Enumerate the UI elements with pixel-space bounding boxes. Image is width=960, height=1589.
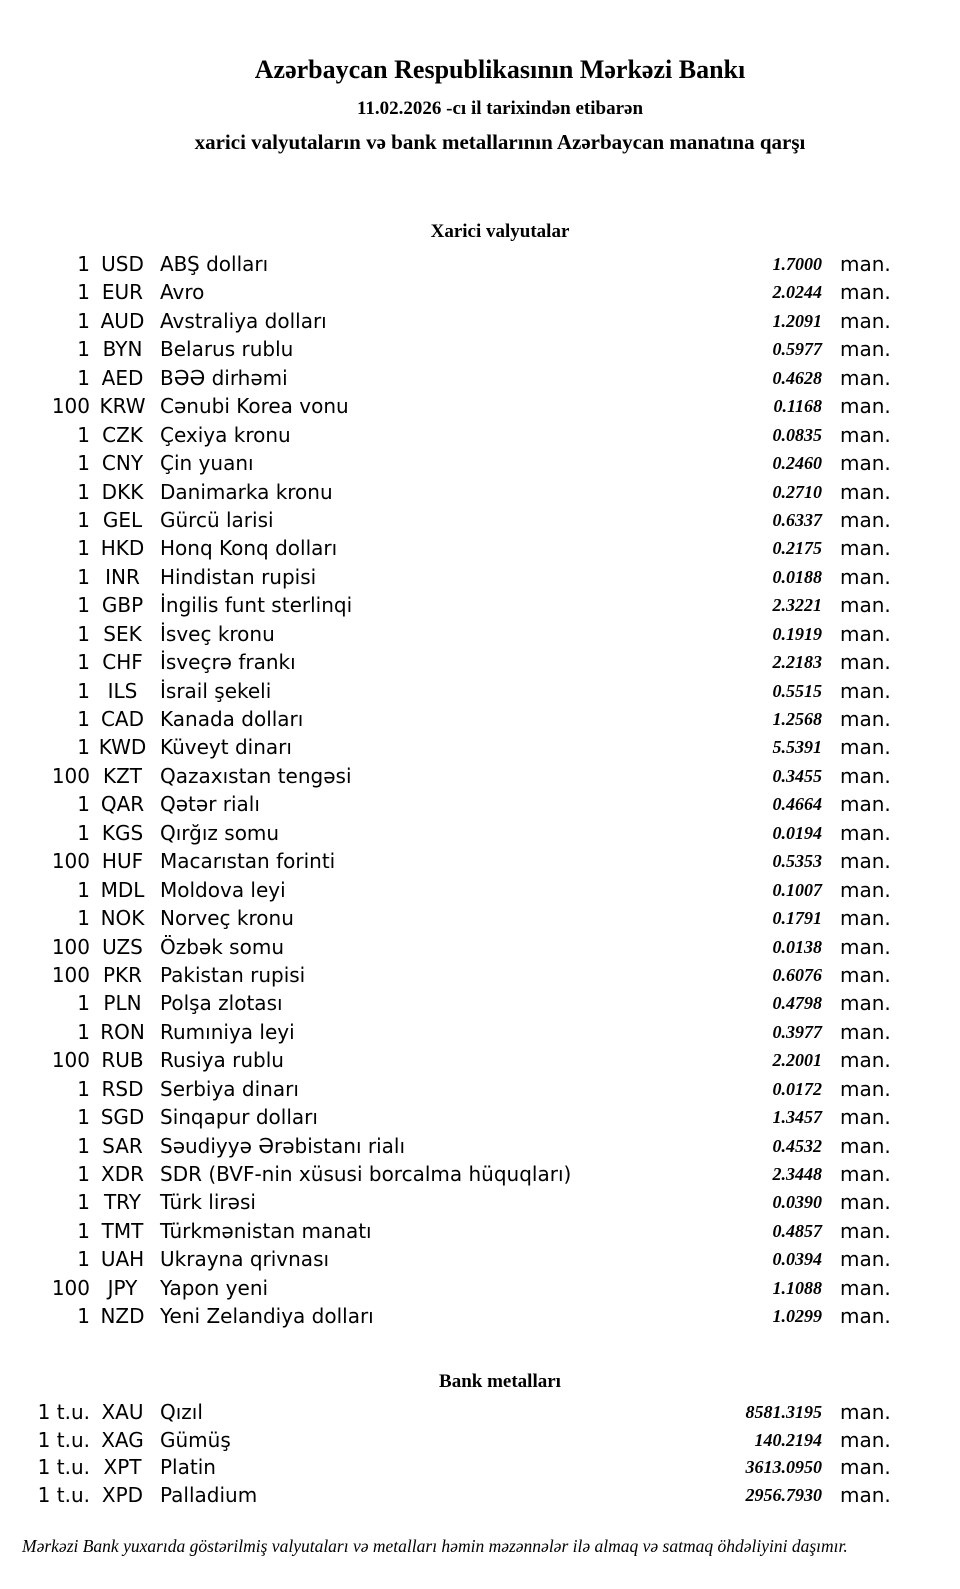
table-row xyxy=(0,762,960,790)
currency-name: Çin yuanı xyxy=(160,451,254,476)
currency-code: DKK xyxy=(101,479,144,504)
currency-name: Gürcü larisi xyxy=(160,507,274,532)
footer-note: Mərkəzi Bank yuxarıda göstərilmiş valyutaları və metalları həmin məzənnələr ilə almaq və satmaq öhdəliyini daşımır. xyxy=(22,1536,848,1556)
table-row xyxy=(0,307,960,335)
rate-unit: man. xyxy=(840,1133,891,1158)
rate-value: 0.4628 xyxy=(772,367,822,388)
currency-code: PLN xyxy=(103,991,142,1016)
currency-code: UZS xyxy=(102,934,143,959)
currency-code: JPY xyxy=(107,1275,138,1300)
currency-name: Qızıl xyxy=(160,1400,203,1424)
currency-name: Pakistan rupisi xyxy=(160,962,306,987)
row-quantity: 1 xyxy=(77,1076,90,1101)
row-quantity: 100 xyxy=(51,934,90,959)
rate-unit: man. xyxy=(840,593,891,618)
row-quantity: 1 xyxy=(77,1247,90,1272)
currency-name: Yeni Zelandiya dolları xyxy=(160,1304,374,1329)
currency-name: Kanada dolları xyxy=(160,707,304,731)
row-quantity: 1 xyxy=(77,479,90,504)
currency-name: Türk lirəsi xyxy=(160,1190,256,1215)
row-quantity: 100 xyxy=(51,849,90,874)
currency-name: İsveçrə frankı xyxy=(160,650,296,675)
currency-name: Yapon yeni xyxy=(160,1275,269,1300)
table-row xyxy=(0,1482,960,1510)
table-row xyxy=(0,421,960,449)
row-quantity: 1 xyxy=(77,308,90,333)
rate-value: 1.2568 xyxy=(772,709,822,729)
row-quantity: 1 t.u. xyxy=(37,1427,90,1452)
row-quantity: 1 xyxy=(77,365,90,390)
rate-unit: man. xyxy=(840,934,891,959)
rate-value: 0.0188 xyxy=(772,566,822,587)
rate-value: 2.2183 xyxy=(772,652,822,673)
row-quantity: 1 xyxy=(77,1218,90,1243)
table-row xyxy=(0,819,960,847)
rate-value: 1.0299 xyxy=(772,1306,822,1327)
currency-name: Gümüş xyxy=(160,1427,231,1452)
page-title: Azərbaycan Respublikasının Mərkəzi Bankı xyxy=(254,55,746,84)
rate-unit: man. xyxy=(840,906,891,931)
row-quantity: 1 t.u. xyxy=(37,1455,90,1479)
row-quantity: 100 xyxy=(51,394,90,419)
table-row xyxy=(0,392,960,420)
rate-unit: man. xyxy=(840,337,891,362)
rate-value: 1.7000 xyxy=(772,254,822,274)
currency-name: Rumıniya leyi xyxy=(160,1019,295,1044)
currency-code: HUF xyxy=(101,849,144,874)
rate-value: 3613.0950 xyxy=(745,1457,822,1477)
rate-unit: man. xyxy=(840,451,891,476)
rate-value: 0.4798 xyxy=(772,993,822,1014)
currency-name: Türkmənistan manatı xyxy=(160,1218,372,1243)
currency-code: CZK xyxy=(102,422,143,447)
currency-name: Moldova leyi xyxy=(160,877,286,902)
rate-value: 0.5353 xyxy=(772,851,822,872)
rate-unit: man. xyxy=(840,422,891,447)
currency-code: RON xyxy=(100,1019,145,1044)
row-quantity: 1 t.u. xyxy=(37,1482,90,1507)
row-quantity: 1 xyxy=(77,621,90,646)
currency-name: SDR (BVF-nin xüsusi borcalma hüquqları) xyxy=(160,1162,572,1186)
currency-name: Macarıstan forinti xyxy=(160,849,336,874)
rate-unit: man. xyxy=(840,1105,891,1130)
rate-value: 0.2175 xyxy=(772,538,822,559)
table-row xyxy=(0,1454,960,1482)
currency-code: NZD xyxy=(100,1304,145,1329)
metals-table xyxy=(0,1399,960,1509)
currency-name: Cənubi Korea vonu xyxy=(160,394,349,419)
table-row xyxy=(0,1302,960,1330)
table-row xyxy=(0,364,960,392)
row-quantity: 1 xyxy=(77,820,90,845)
currency-code: KGS xyxy=(101,820,144,845)
table-row xyxy=(0,677,960,705)
currency-code: BYN xyxy=(102,337,143,362)
table-row xyxy=(0,620,960,648)
table-row xyxy=(0,1046,960,1074)
rate-unit: man. xyxy=(840,1019,891,1044)
currency-code: CHF xyxy=(102,650,143,675)
row-quantity: 1 xyxy=(77,593,90,618)
rate-value: 1.3457 xyxy=(772,1107,822,1128)
row-quantity: 1 xyxy=(77,906,90,931)
currency-code: XPT xyxy=(103,1455,142,1479)
rate-value: 2.2001 xyxy=(772,1050,822,1071)
currency-code: CNY xyxy=(101,451,144,476)
table-row xyxy=(0,1160,960,1188)
table-row xyxy=(0,961,960,989)
currency-name: Qırğız somu xyxy=(160,820,280,845)
row-quantity: 1 xyxy=(77,536,90,561)
currency-code: MDL xyxy=(100,877,145,902)
rate-value: 0.6076 xyxy=(772,964,822,985)
rate-unit: man. xyxy=(840,792,891,817)
rate-value: 0.4532 xyxy=(772,1135,822,1156)
row-quantity: 1 xyxy=(77,1133,90,1158)
currency-code: SGD xyxy=(100,1105,145,1130)
currency-code: UAH xyxy=(100,1247,145,1272)
rate-unit: man. xyxy=(840,1076,891,1101)
rate-value: 0.1007 xyxy=(772,879,822,900)
table-row xyxy=(0,563,960,591)
rate-value: 0.1791 xyxy=(772,908,822,929)
row-quantity: 1 xyxy=(77,1304,90,1329)
currency-code: INR xyxy=(105,564,140,589)
rate-value: 1.1088 xyxy=(772,1277,822,1298)
currency-name: Belarus rublu xyxy=(160,337,294,362)
currency-name: Avro xyxy=(160,280,205,305)
row-quantity: 1 xyxy=(77,337,90,362)
rate-unit: man. xyxy=(840,1162,891,1186)
rate-unit: man. xyxy=(840,1190,891,1215)
currency-code: GEL xyxy=(102,507,143,532)
row-quantity: 1 xyxy=(77,1162,90,1186)
currency-code: RSD xyxy=(101,1076,144,1101)
rate-unit: man. xyxy=(840,1048,891,1073)
rate-value: 5.5391 xyxy=(772,737,822,758)
table-row xyxy=(0,1103,960,1131)
rate-value: 0.0194 xyxy=(772,822,822,843)
currency-name: Sinqapur dolları xyxy=(160,1105,318,1130)
table-row xyxy=(0,449,960,477)
row-quantity: 1 xyxy=(77,507,90,532)
currency-code: PKR xyxy=(102,962,143,987)
currency-code: SAR xyxy=(102,1133,143,1158)
table-row xyxy=(0,278,960,306)
rate-value: 0.5977 xyxy=(772,339,822,360)
row-quantity: 1 xyxy=(77,564,90,589)
rate-unit: man. xyxy=(840,1427,891,1452)
rate-value: 0.0835 xyxy=(772,424,822,445)
rate-value: 8581.3195 xyxy=(745,1402,822,1422)
currency-code: AUD xyxy=(100,308,145,333)
rate-unit: man. xyxy=(840,763,891,788)
row-quantity: 1 t.u. xyxy=(37,1400,90,1424)
currency-name: İsveç kronu xyxy=(160,621,275,646)
table-row xyxy=(0,335,960,363)
rate-unit: man. xyxy=(840,280,891,305)
table-row xyxy=(0,1399,960,1427)
row-quantity: 1 xyxy=(77,735,90,760)
rate-unit: man. xyxy=(840,507,891,532)
currency-name: ABŞ dolları xyxy=(160,252,269,276)
rate-unit: man. xyxy=(840,1275,891,1300)
rate-unit: man. xyxy=(840,1455,891,1479)
table-row xyxy=(0,1274,960,1302)
rate-unit: man. xyxy=(840,849,891,874)
currency-code: TRY xyxy=(103,1190,142,1215)
row-quantity: 1 xyxy=(77,422,90,447)
row-quantity: 1 xyxy=(77,650,90,675)
rate-unit: man. xyxy=(840,365,891,390)
table-row xyxy=(0,705,960,733)
rate-value: 0.2710 xyxy=(772,481,822,502)
rate-unit: man. xyxy=(840,1247,891,1272)
currencies-table xyxy=(0,250,960,1331)
table-row xyxy=(0,478,960,506)
currency-code: CAD xyxy=(100,707,145,731)
table-row xyxy=(0,1217,960,1245)
rate-value: 0.0172 xyxy=(772,1078,822,1099)
rate-value: 0.3455 xyxy=(772,765,822,786)
rate-unit: man. xyxy=(840,962,891,987)
rate-unit: man. xyxy=(840,707,891,731)
row-quantity: 1 xyxy=(77,252,90,276)
currency-code: KZT xyxy=(102,763,143,788)
currency-name: Polşa zlotası xyxy=(160,991,283,1016)
table-row xyxy=(0,1132,960,1160)
rate-unit: man. xyxy=(840,564,891,589)
rate-value: 1.2091 xyxy=(772,310,822,331)
currency-code: EUR xyxy=(101,280,144,305)
rate-unit: man. xyxy=(840,394,891,419)
rate-value: 0.1168 xyxy=(773,396,822,417)
row-quantity: 100 xyxy=(51,763,90,788)
rate-value: 0.6337 xyxy=(772,509,822,530)
rate-unit: man. xyxy=(840,1304,891,1329)
currency-code: RUB xyxy=(101,1048,144,1073)
table-row xyxy=(0,648,960,676)
table-row xyxy=(0,904,960,932)
currency-code: HKD xyxy=(100,536,145,561)
rate-value: 0.0394 xyxy=(772,1249,822,1270)
table-row xyxy=(0,1427,960,1455)
row-quantity: 1 xyxy=(77,1019,90,1044)
row-quantity: 1 xyxy=(77,1190,90,1215)
row-quantity: 1 xyxy=(77,707,90,731)
rate-unit: man. xyxy=(840,479,891,504)
rate-value: 0.0390 xyxy=(772,1192,822,1213)
table-row xyxy=(0,1018,960,1046)
currency-code: XDR xyxy=(101,1162,144,1186)
currency-code: USD xyxy=(101,252,144,276)
rate-unit: man. xyxy=(840,1218,891,1243)
table-row xyxy=(0,591,960,619)
rate-unit: man. xyxy=(840,308,891,333)
table-row xyxy=(0,1245,960,1273)
row-quantity: 100 xyxy=(51,1048,90,1073)
currency-code: KWD xyxy=(98,735,147,760)
rate-unit: man. xyxy=(840,1400,891,1424)
metals-section-heading: Bank metalları xyxy=(439,1371,561,1392)
table-row xyxy=(0,1188,960,1216)
rate-value: 2.3221 xyxy=(772,595,822,616)
rate-unit: man. xyxy=(840,991,891,1016)
currency-code: NOK xyxy=(100,906,145,931)
row-quantity: 1 xyxy=(77,451,90,476)
currency-name: İsrail şekeli xyxy=(160,678,272,703)
row-quantity: 100 xyxy=(51,1275,90,1300)
currency-name: Çexiya kronu xyxy=(160,422,291,447)
currency-code: SEK xyxy=(103,621,142,646)
currency-name: Rusiya rublu xyxy=(160,1048,284,1073)
row-quantity: 1 xyxy=(77,1105,90,1130)
rate-unit: man. xyxy=(840,735,891,760)
table-row xyxy=(0,933,960,961)
table-row xyxy=(0,876,960,904)
rate-unit: man. xyxy=(840,877,891,902)
effective-date-line: 11.02.2026 -cı il tarixindən etibarən xyxy=(356,98,644,119)
table-row xyxy=(0,1075,960,1103)
currency-name: Səudiyyə Ərəbistanı rialı xyxy=(160,1133,406,1158)
table-row xyxy=(0,847,960,875)
currency-code: KRW xyxy=(99,394,146,419)
row-quantity: 1 xyxy=(77,792,90,817)
currency-code: AED xyxy=(101,365,144,390)
rate-unit: man. xyxy=(840,536,891,561)
row-quantity: 1 xyxy=(77,991,90,1016)
rate-unit: man. xyxy=(840,252,891,276)
currency-name: Avstraliya dolları xyxy=(160,308,327,333)
rate-value: 0.1919 xyxy=(772,623,822,644)
currency-code: TMT xyxy=(101,1218,144,1243)
rate-value: 0.4664 xyxy=(772,794,822,815)
row-quantity: 1 xyxy=(77,678,90,703)
row-quantity: 1 xyxy=(77,877,90,902)
rate-value: 140.2194 xyxy=(754,1429,822,1450)
currencies-section-heading: Xarici valyutalar xyxy=(430,221,570,242)
currency-name: Norveç kronu xyxy=(160,906,294,931)
table-row xyxy=(0,790,960,818)
table-row xyxy=(0,506,960,534)
rate-value: 2956.7930 xyxy=(745,1484,822,1505)
currency-name: Platin xyxy=(160,1455,216,1479)
currency-name: Danimarka kronu xyxy=(160,479,333,504)
table-row xyxy=(0,250,960,278)
currency-name: Hindistan rupisi xyxy=(160,564,317,589)
currency-code: ILS xyxy=(107,678,138,703)
currency-name: Qətər rialı xyxy=(160,792,260,817)
rate-unit: man. xyxy=(840,678,891,703)
rate-value: 0.3977 xyxy=(772,1021,822,1042)
rate-value: 0.5515 xyxy=(772,680,822,701)
currency-name: Özbək somu xyxy=(160,934,284,959)
rate-unit: man. xyxy=(840,1482,891,1507)
table-row xyxy=(0,534,960,562)
rate-value: 0.2460 xyxy=(772,453,822,474)
currency-code: QAR xyxy=(100,792,145,817)
rate-unit: man. xyxy=(840,621,891,646)
currency-name: Ukrayna qrivnası xyxy=(160,1247,330,1272)
rate-value: 2.3448 xyxy=(772,1164,822,1184)
rate-value: 0.0138 xyxy=(772,936,822,957)
currency-name: Qazaxıstan tengəsi xyxy=(160,763,352,788)
currency-code: XAU xyxy=(101,1400,144,1424)
subtitle: xarici valyutaların və bank metallarının Azərbaycan manatına qarşı xyxy=(194,130,806,154)
rate-value: 0.4857 xyxy=(772,1220,822,1241)
rate-value: 2.0244 xyxy=(772,282,822,303)
currency-name: Palladium xyxy=(160,1482,258,1507)
currency-name: İngilis funt sterlinqi xyxy=(160,593,353,618)
row-quantity: 1 xyxy=(77,280,90,305)
currency-name: Honq Konq dolları xyxy=(160,536,338,561)
table-row xyxy=(0,989,960,1017)
table-row xyxy=(0,733,960,761)
currency-code: XPD xyxy=(101,1482,144,1507)
currency-name: Küveyt dinarı xyxy=(160,735,292,760)
rate-unit: man. xyxy=(840,650,891,675)
row-quantity: 100 xyxy=(51,962,90,987)
rate-unit: man. xyxy=(840,820,891,845)
currency-code: XAG xyxy=(101,1427,144,1452)
currency-name: Serbiya dinarı xyxy=(160,1076,299,1101)
currency-code: GBP xyxy=(101,593,144,618)
currency-name: BƏƏ dirhəmi xyxy=(160,365,288,390)
